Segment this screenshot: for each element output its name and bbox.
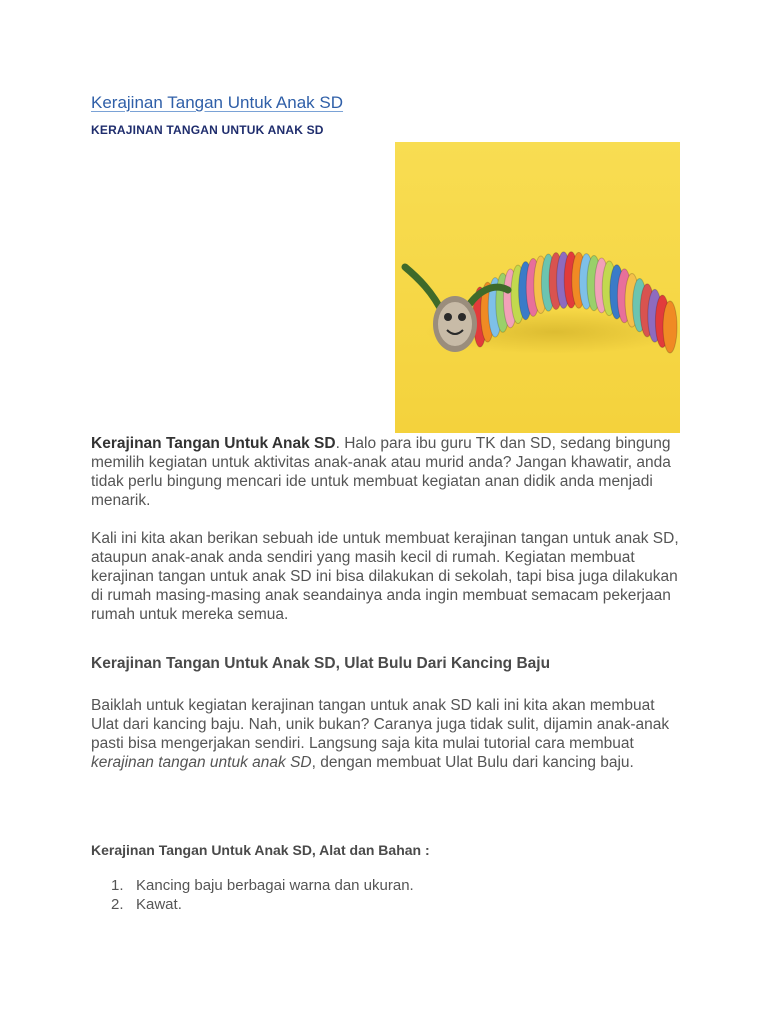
title-link[interactable]: Kerajinan Tangan Untuk Anak SD <box>91 93 344 112</box>
list-item <box>91 895 414 914</box>
intro-text: . Halo para ibu guru TK dan SD, sedang bingung memilih kegiatan untuk aktivitas anak-anak atau murid anda? Jangan khawatir, anda tidak perlu bingung mencari ide untuk membuat kegiatan anan didik anda menjadi menarik. <box>91 435 671 509</box>
paragraph-2: Kali ini kita akan berikan sebuah ide untuk membuat kerajinan tangan untuk anak SD, ataupun anak-anak anda sendiri yang masih kecil di rumah. Kegiatan membuat kerajinan tangan untuk anak SD ini bisa dilakukan di sekolah, tapi bisa juga dilakukan di rumah masing-masing anak seandainya anda ingin membuat semacam pekerjaan rumah untuk mereka semua. <box>91 530 679 623</box>
list-item-number: 2. <box>111 896 124 913</box>
list-item-number: 1. <box>111 877 124 894</box>
list-item-text: Kancing baju berbagai warna dan ukuran. <box>136 877 414 894</box>
paragraph-3-after: , dengan membuat Ulat Bulu dari kancing baju. <box>311 754 634 771</box>
intro-bold: Kerajinan Tangan Untuk Anak SD <box>91 435 336 452</box>
paragraph-3-before: Baiklah untuk kegiatan kerajinan tangan untuk anak SD kali ini kita akan membuat Ulat dari kancing baju. Nah, unik bukan? Caranya juga tidak sulit, dijamin anak-anak pasti bisa mengerjakan sendiri. Langsung saja kita mulai tutorial cara membuat <box>91 697 670 752</box>
list-item <box>91 876 414 895</box>
caterpillar-image <box>395 142 680 433</box>
intro-paragraph <box>91 434 683 510</box>
materials-list <box>91 876 414 914</box>
materials-heading: Kerajinan Tangan Untuk Anak SD, Alat dan Bahan : <box>91 842 430 858</box>
section-heading: Kerajinan Tangan Untuk Anak SD, Ulat Bulu Dari Kancing Baju <box>91 655 551 672</box>
caps-title: KERAJINAN TANGAN UNTUK ANAK SD <box>91 123 324 137</box>
paragraph-3-italic: kerajinan tangan untuk anak SD <box>91 754 312 771</box>
list-item-text: Kawat. <box>136 896 182 913</box>
paragraph-3 <box>91 696 683 772</box>
